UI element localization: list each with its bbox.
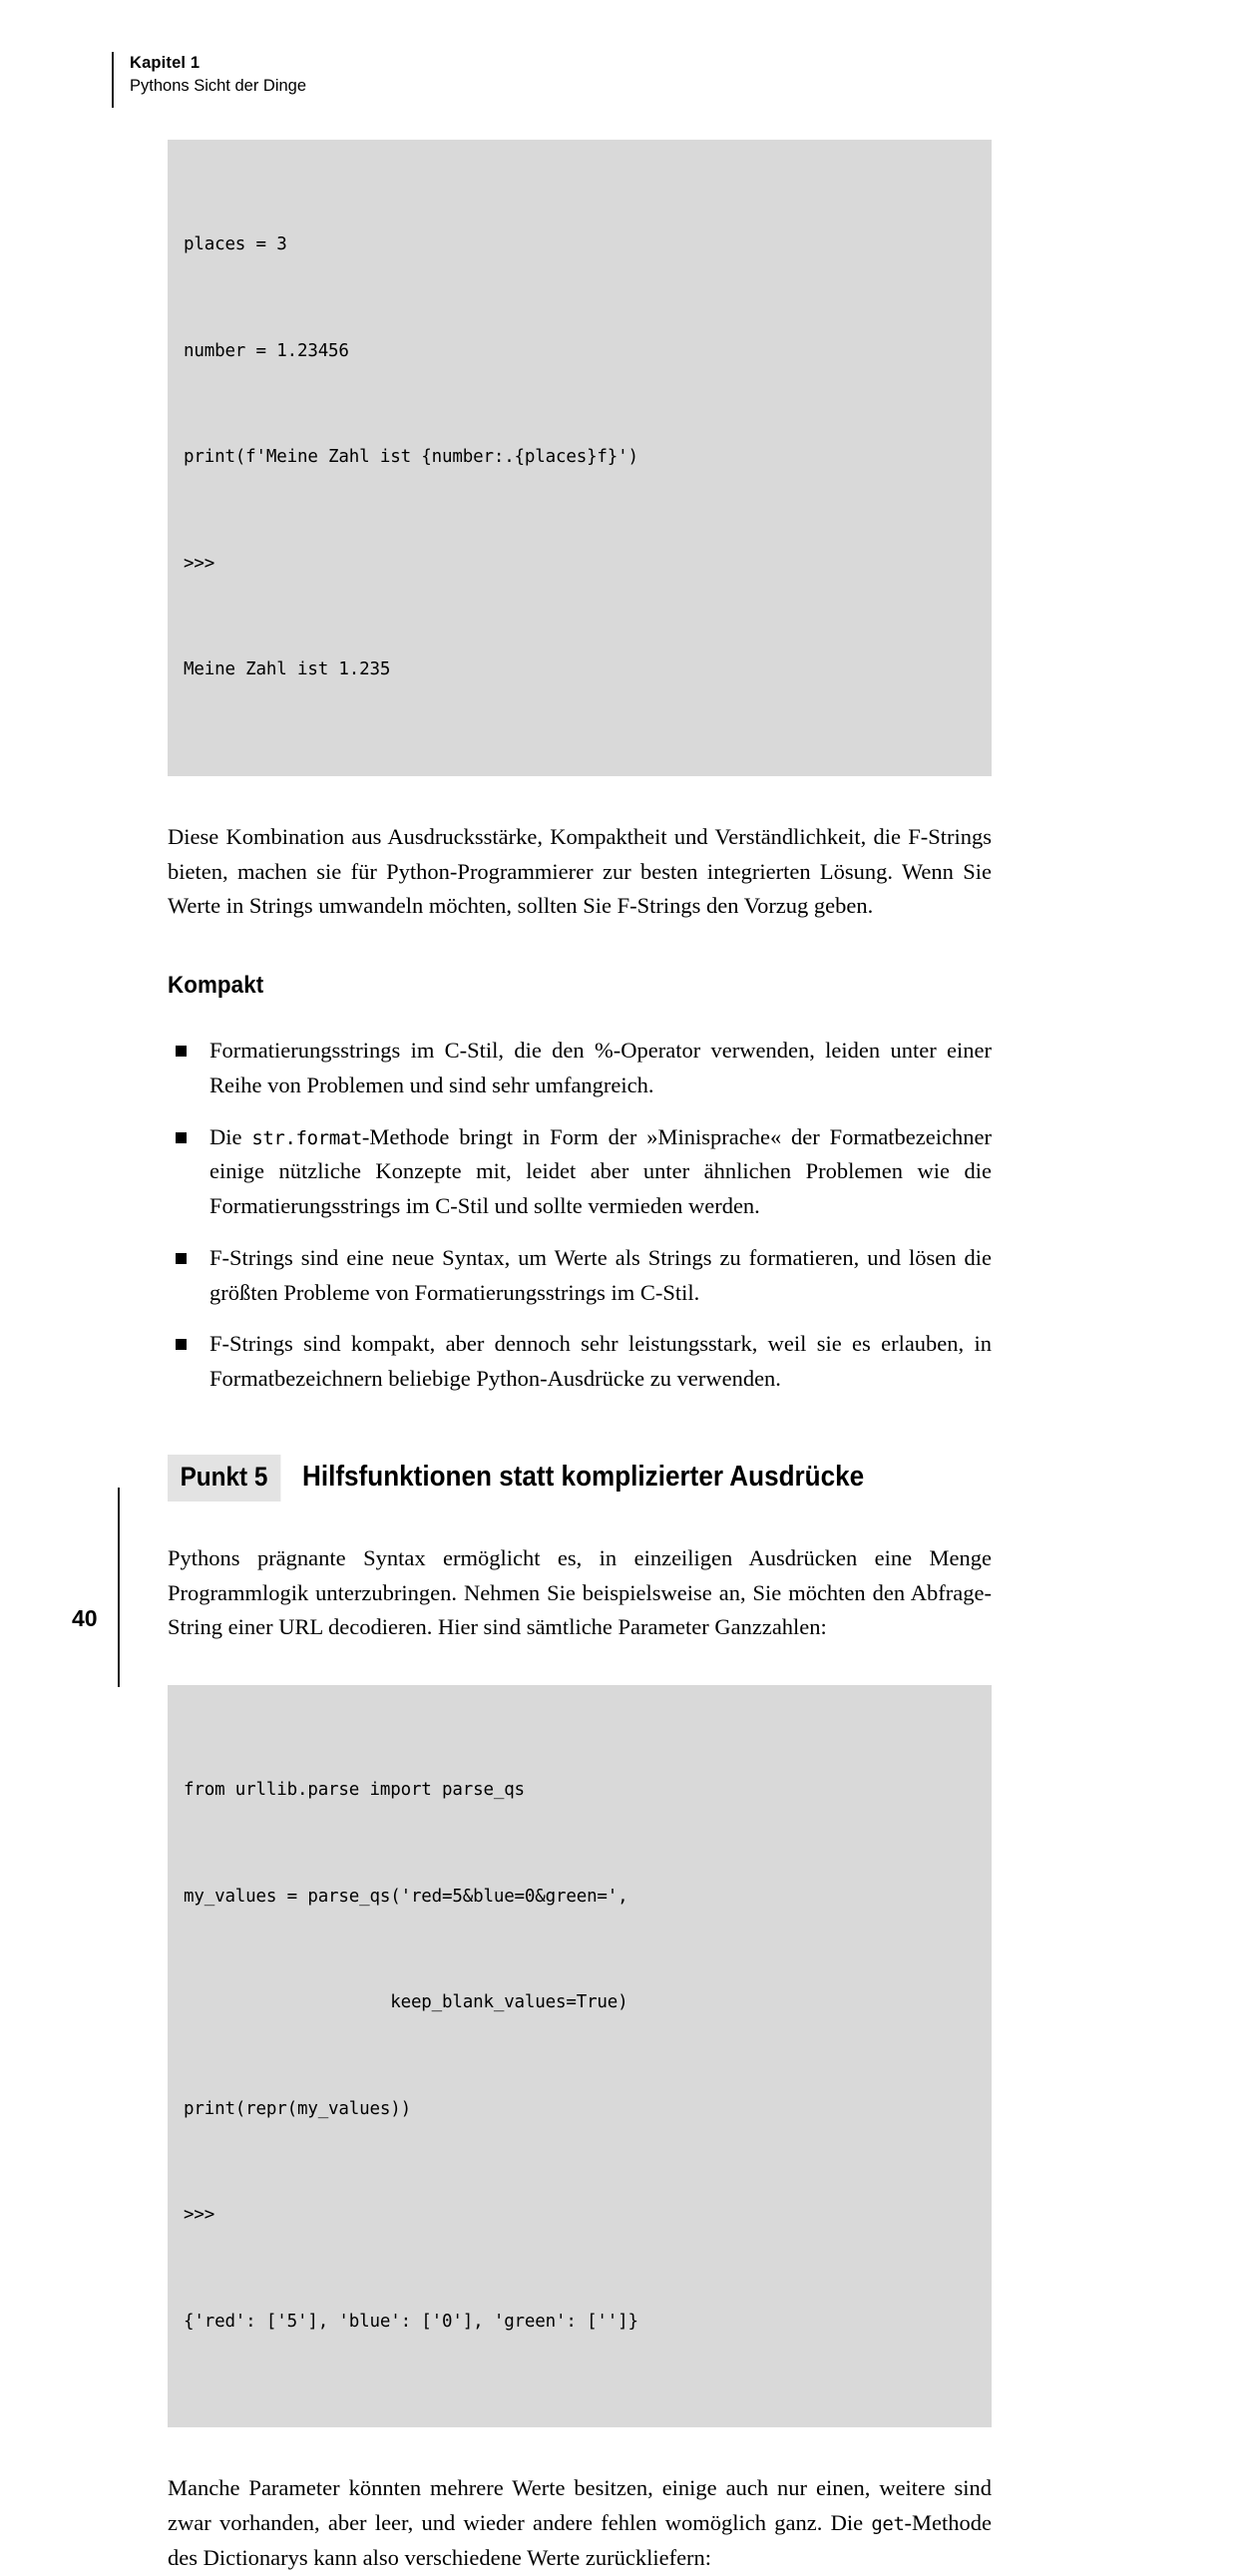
list-item bbox=[168, 1034, 992, 1103]
punkt-title: Hilfsfunktionen statt komplizierter Ausdrücke bbox=[301, 1460, 864, 1493]
paragraph-intro: Diese Kombination aus Ausdrucksstärke, Kompaktheit und Verständlichkeit, die F-Strings bieten, machen sie für Python-Programmierer zur besten integrierten Lösung. Wenn Sie Werte in Strings umwandeln möchten, sollten Sie F-Strings den Vorzug geben. bbox=[168, 823, 992, 919]
paragraph-section-intro: Pythons prägnante Syntax ermöglicht es, in einzeiligen Ausdrücken eine Menge Programmlogik unterzubringen. Nehmen Sie beispielsweise an, Sie möchten den Abfrage-String einer URL decodieren. Hier sind sämtliche Parameter Ganzzahlen: bbox=[168, 1544, 992, 1640]
code-line: print(repr(my_values)) bbox=[184, 2098, 411, 2119]
list-item-text: Formatierungsstrings im C-Stil, die den %-Operator verwenden, leiden unter einer Reihe von Problemen und sind sehr umfangreich. bbox=[209, 1038, 992, 1097]
chapter-label: Kapitel 1 bbox=[130, 54, 201, 72]
code-line: >>> bbox=[184, 553, 215, 574]
punkt-badge: Punkt 5 bbox=[168, 1455, 280, 1502]
code-line: {'red': ['5'], 'blue': ['0'], 'green': ['']} bbox=[184, 2311, 638, 2332]
summary-bullet-list bbox=[168, 1034, 992, 1397]
code-line: keep_blank_values=True) bbox=[184, 1992, 628, 2013]
inline-code: str.format bbox=[251, 1126, 362, 1149]
subheading-kompakt: Kompakt bbox=[168, 972, 264, 1000]
chapter-title: Pythons Sicht der Dinge bbox=[130, 77, 307, 96]
code-block-2 bbox=[168, 1685, 992, 2427]
code-line: >>> bbox=[184, 2205, 215, 2226]
code-line: from urllib.parse import parse_qs bbox=[184, 1780, 525, 1801]
page-number: 40 bbox=[72, 1605, 98, 1631]
list-item-text: F-Strings sind kompakt, aber dennoch sehr leistungsstark, weil sie es erlauben, in Formatbezeichnern beliebige Python-Ausdrücke zu verwenden. bbox=[209, 1331, 992, 1392]
square-bullet-icon bbox=[176, 1132, 187, 1143]
inline-code: get bbox=[871, 2513, 905, 2536]
folio bbox=[72, 1605, 112, 1632]
folio-rule bbox=[118, 1488, 120, 1687]
running-head-text bbox=[130, 52, 306, 108]
section-heading-punkt-5 bbox=[168, 1455, 992, 1502]
list-item bbox=[168, 1327, 992, 1397]
square-bullet-icon bbox=[176, 1339, 187, 1350]
square-bullet-icon bbox=[176, 1046, 187, 1057]
paragraph-outro-prefix: Manche Parameter könnten mehrere Werte besitzen, einige auch nur einen, weitere sind zwar vorhanden, aber leer, und wieder andere fehlen womöglich ganz. Die bbox=[168, 2475, 992, 2536]
code-line: places = 3 bbox=[184, 234, 287, 255]
list-item bbox=[168, 1120, 992, 1224]
code-line: Meine Zahl ist 1.235 bbox=[184, 659, 391, 680]
running-head bbox=[112, 52, 810, 108]
list-item-text: Die bbox=[209, 1123, 252, 1149]
square-bullet-icon bbox=[176, 1253, 187, 1264]
running-head-rule bbox=[112, 52, 114, 108]
list-item-text: F-Strings sind eine neue Syntax, um Werte als Strings zu formatieren, und lösen die größten Probleme von Formatierungsstrings im C-Stil. bbox=[209, 1244, 992, 1305]
list-item-text-cont: -Methode bringt in Form der »Minisprache« der Formatbezeichner einige nützliche Konzepte mit, leidet aber unter ähnlichen Problemen wie die Formatierungsstrings im C-Stil und sollte vermieden werden. bbox=[209, 1123, 992, 1219]
paragraph-outro bbox=[168, 2471, 992, 2575]
code-block-1 bbox=[168, 140, 992, 776]
paragraph-outro-suffix: -Methode des Dictionarys kann also verschiedene Werte zurückliefern: bbox=[168, 2510, 992, 2570]
code-line: my_values = parse_qs('red=5&blue=0&green=', bbox=[184, 1886, 628, 1907]
list-item bbox=[168, 1241, 992, 1311]
code-line: number = 1.23456 bbox=[184, 340, 349, 361]
code-line: print(f'Meine Zahl ist {number:.{places}f}') bbox=[184, 447, 638, 468]
content-column bbox=[168, 140, 992, 2576]
